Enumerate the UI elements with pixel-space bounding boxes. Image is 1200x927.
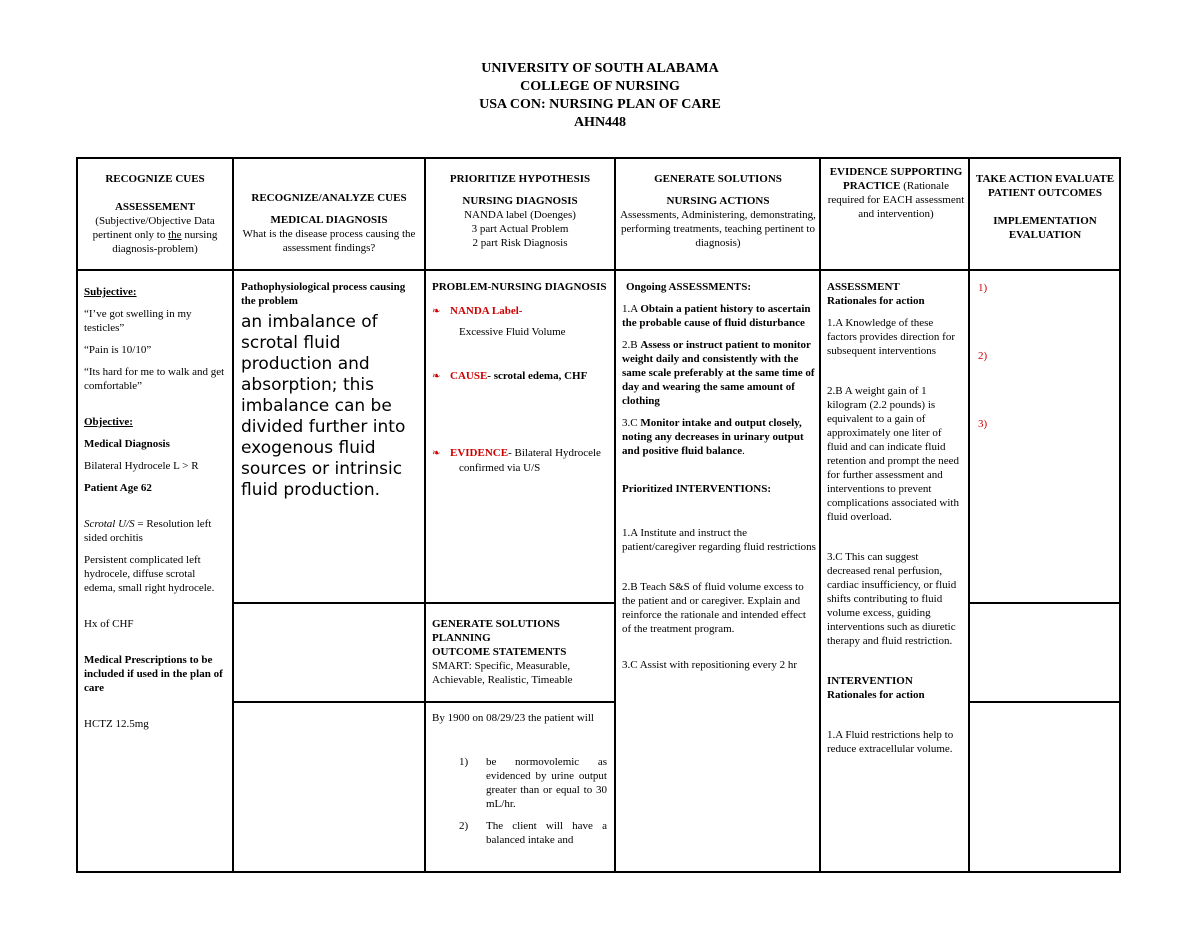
- header-college: COLLEGE OF NURSING: [520, 79, 680, 94]
- header-plan: USA CON: NURSING PLAN OF CARE: [479, 97, 721, 112]
- assessment-rationale-title: ASSESSMENT: [827, 281, 900, 293]
- outcome-item: 2) The client will have a balanced intake and: [459, 820, 607, 846]
- planning-cell: [432, 617, 612, 687]
- intervention: 3.C Assist with repositioning every 2 hr: [622, 659, 798, 671]
- assessment-rationale-sub: Rationales for action: [827, 295, 925, 307]
- rationale: 1.A Knowledge of these factors provides direction for subsequent interventions: [827, 317, 955, 357]
- persistent-finding: Persistent complicated left hydrocele, diffuse scrotal edema, small right hydrocele.: [84, 554, 215, 594]
- outcome-item: 1) be normovolemic as evidenced by urine output greater than or equal to 30 mL/hr.: [459, 756, 607, 810]
- subjective-quote: “Its hard for me to walk and get comfortable”: [84, 366, 225, 392]
- header-course: AHN448: [573, 115, 627, 130]
- medical-cell: [241, 280, 421, 501]
- col-desc: (Subjective/Objective Data pertinent only to the nursing diagnosis-problem): [92, 215, 218, 255]
- col-sub: NURSING ACTIONS: [666, 195, 770, 207]
- outcome-intro: By 1900 on 08/29/23 the patient will: [432, 712, 594, 724]
- planning-title: GENERATE SOLUTIONS: [432, 618, 560, 630]
- prioritized-label: Prioritized INTERVENTIONS:: [622, 483, 772, 495]
- medical-diagnosis-label: Medical Diagnosis: [84, 438, 170, 450]
- col-divider: [614, 157, 616, 873]
- cause-line: ❧ CAUSE- scrotal edema, CHF: [432, 370, 588, 382]
- assessment-cell: [84, 285, 229, 731]
- intervention: 1.A Institute and instruct the patient/caregiver regarding fluid restrictions: [622, 527, 816, 553]
- col-title: TAKE ACTION EVALUATE PATIENT OUTCOMES: [975, 173, 1115, 199]
- medical-diagnosis-value: Bilateral Hydrocele L > R: [84, 460, 199, 472]
- assessment-action: 2.B Assess or instruct patient to monitor weight daily and consistently with the same scale preferably at the same time of day and wearing the same amount of clothing: [622, 339, 815, 407]
- col-divider: [968, 157, 970, 873]
- col-sub: IMPLEMENTATION EVALUATION: [993, 215, 1097, 241]
- patho-label: Pathophysiological process causing the problem: [241, 281, 406, 307]
- nursing-dx-cell: [432, 280, 612, 475]
- prescriptions-label: Medical Prescriptions to be included if used in the plan of care: [84, 654, 223, 694]
- problem-label: PROBLEM-NURSING DIAGNOSIS: [432, 281, 607, 293]
- rationale: 2.B A weight gain of 1 kilogram (2.2 pounds) is equivalent to a gain of approximately one liter of fluid and can indicate fluid retention and prompt the need for further assessment and interventions to prevent complications associated with fluid overload.: [827, 385, 959, 523]
- rationale: 3.C This can suggest decreased renal perfusion, cardiac insufficiency, or fluid shifts contributing to fluid volume excess, guiding interventions such as diuretic therapy and fluid restriction.: [827, 551, 957, 647]
- actions-cell: [622, 280, 816, 672]
- header-col-assessment: [80, 172, 230, 256]
- row-divider: [968, 602, 1121, 604]
- header-university: UNIVERSITY OF SOUTH ALABAMA: [481, 61, 719, 76]
- row-divider: [76, 269, 1121, 271]
- subjective-label: Subjective:: [84, 286, 137, 298]
- col-sub: MEDICAL DIAGNOSIS: [270, 214, 388, 226]
- col-divider: [819, 157, 821, 873]
- planning-desc: SMART: Specific, Measurable, Achievable, Realistic, Timeable: [432, 660, 573, 686]
- col-title: PRIORITIZE HYPOTHESIS: [449, 173, 591, 185]
- scrotal-us: Scrotal U/S = Resolution left sided orchitis: [84, 518, 212, 544]
- evaluation-cell: [978, 281, 1098, 431]
- evidence-line: ❧ EVIDENCE- Bilateral Hydrocele confirmed via U/S: [432, 447, 601, 474]
- col-sub: ASSESSEMENT: [114, 201, 196, 213]
- row-divider: [232, 602, 616, 604]
- bullet-icon: ❧: [432, 448, 441, 459]
- col-divider: [232, 157, 234, 873]
- nanda-value: Excessive Fluid Volume: [459, 326, 566, 338]
- header-col-evaluation: [974, 172, 1116, 242]
- intervention: 2.B Teach S&S of fluid volume excess to the patient and or caregiver. Explain and reinforce the rationale and intended effect of the treatment program.: [622, 581, 806, 635]
- patho-text: an imbalance of scrotal fluid production and absorption; this imbalance can be divided further into exogenous fluid sources or intrinsic fluid production.: [241, 312, 406, 500]
- bullet-icon: ❧: [432, 306, 441, 317]
- bullet-icon: ❧: [432, 371, 441, 382]
- evaluation-item: 1): [978, 282, 988, 294]
- col-desc-1: NANDA label (Doenges): [464, 209, 576, 221]
- intervention-rationale-title: INTERVENTION: [827, 675, 913, 687]
- col-title: RECOGNIZE CUES: [105, 173, 205, 185]
- col-desc-2: 3 part Actual Problem: [471, 223, 569, 235]
- subjective-quote: “I’ve got swelling in my testicles”: [84, 308, 192, 334]
- document-header: [0, 60, 1200, 132]
- col-desc: What is the disease process causing the assessment findings?: [242, 228, 416, 254]
- header-col-actions: [620, 172, 816, 250]
- col-desc-3: 2 part Risk Diagnosis: [472, 237, 568, 249]
- history: Hx of CHF: [84, 618, 134, 630]
- outcomes-cell: [432, 711, 607, 847]
- col-title: EVIDENCE SUPPORTING PRACTICE (Rationale required for EACH assessment and intervention): [827, 166, 965, 220]
- row-divider: [968, 701, 1121, 703]
- col-title: RECOGNIZE/ANALYZE CUES: [251, 192, 407, 204]
- row-divider: [232, 701, 616, 703]
- planning-title: PLANNING: [432, 632, 491, 644]
- rationale: 1.A Fluid restrictions help to reduce extracellular volume.: [827, 729, 954, 755]
- prescription: HCTZ 12.5mg: [84, 718, 149, 730]
- header-col-evidence: [826, 165, 966, 221]
- subjective-quote: “Pain is 10/10”: [84, 344, 152, 356]
- evaluation-item: 3): [978, 418, 988, 430]
- col-desc: Assessments, Administering, demonstrating, performing treatments, teaching pertinent to diagnosis): [620, 209, 816, 249]
- patient-age: Patient Age 62: [84, 482, 152, 494]
- col-title: GENERATE SOLUTIONS: [654, 173, 782, 185]
- col-sub: NURSING DIAGNOSIS: [462, 195, 578, 207]
- nanda-line: ❧ NANDA Label-: [432, 305, 523, 317]
- col-divider: [424, 157, 426, 873]
- planning-title: OUTCOME STATEMENTS: [432, 646, 567, 658]
- intervention-rationale-sub: Rationales for action: [827, 689, 925, 701]
- assessment-action: 3.C Monitor intake and output closely, noting any decreases in urinary output and positive fluid balance.: [622, 417, 804, 457]
- ongoing-label: Ongoing ASSESSMENTS:: [626, 281, 752, 293]
- rationales-cell: [827, 280, 964, 756]
- header-col-medical: [238, 191, 420, 255]
- evaluation-item: 2): [978, 350, 988, 362]
- assessment-action: 1.A Obtain a patient history to ascertain the probable cause of fluid disturbance: [622, 303, 811, 329]
- objective-label: Objective:: [84, 416, 133, 428]
- header-col-nursing-dx: [430, 172, 610, 250]
